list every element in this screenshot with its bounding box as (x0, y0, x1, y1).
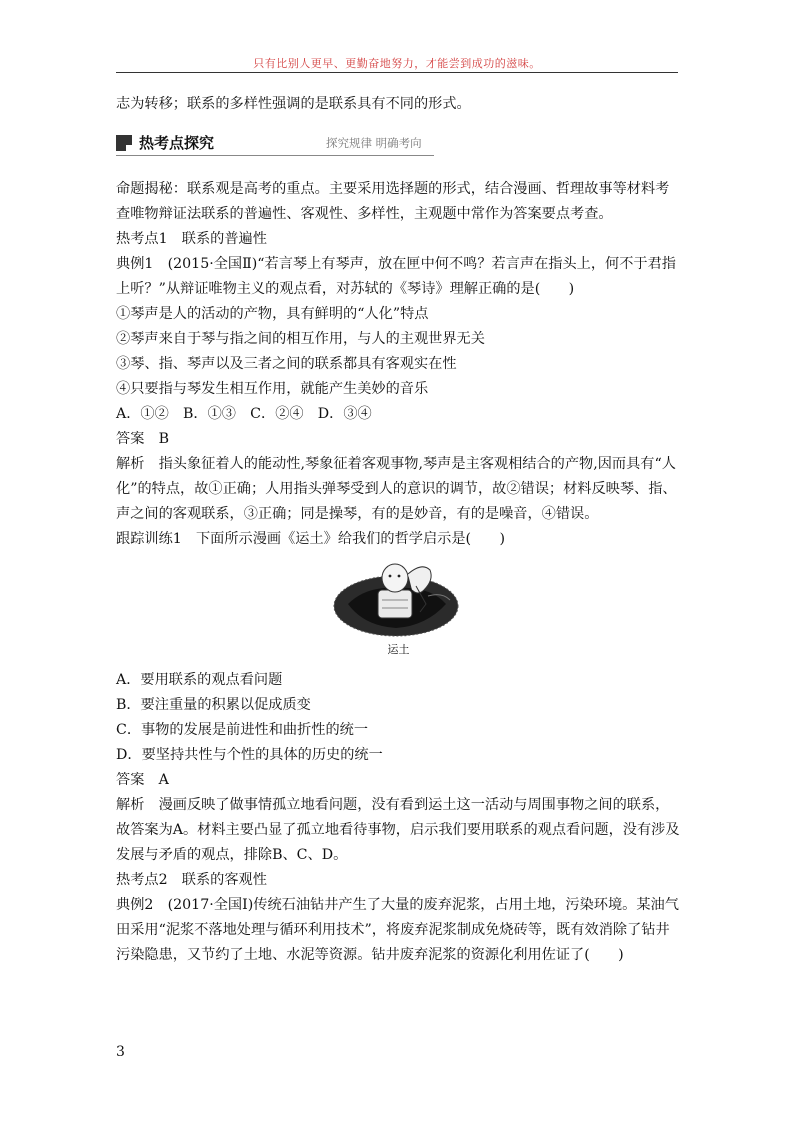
example1-choices: A．①② B．①③ C．②④ D．③④ (116, 406, 372, 422)
intro-paragraph: 命题揭秘：联系观是高考的重点。主要采用选择题的形式，结合漫画、哲理故事等材料考查唯物辩证法联系的普遍性、客观性、多样性，主观题中常作为答案要点考查。 (116, 181, 670, 222)
example1-option-1: ①琴声是人的活动的产物，具有鲜明的“人化”特点 (116, 306, 429, 322)
page-number: 3 (116, 1044, 125, 1060)
section-subtitle: 探究规律 明确考向 (326, 136, 422, 150)
continuation-text: 志为转移；联系的多样性强调的是联系具有不同的形式。 (116, 96, 471, 112)
training1-answer: 答案 A (116, 772, 169, 788)
hot1-title: 热考点1 联系的普遍性 (116, 231, 267, 247)
example1-option-4: ④只要指与琴发生相互作用，就能产生美妙的音乐 (116, 381, 429, 397)
cartoon-illustration (326, 556, 471, 642)
cartoon-figure (116, 556, 681, 662)
training1-analysis: 解析 漫画反映了做事情孤立地看问题，没有看到运土这一活动与周围事物之间的联系，故答案为A。材料主要凸显了孤立地看待事物，启示我们要用联系的观点看问题，没有涉及发展与矛盾的观点，排除B、C、D。 (116, 797, 680, 863)
cartoon-caption: 运土 (387, 643, 410, 656)
section-header (116, 131, 681, 157)
header-motto: 只有比别人更早、更勤奋地努力，才能尝到成功的滋味。 (253, 57, 541, 70)
example1-option-2: ②琴声来自于琴与指之间的相互作用，与人的主观世界无关 (116, 331, 485, 347)
page-content (116, 92, 681, 968)
example1-option-3: ③琴、指、琴声以及三者之间的联系都具有客观实在性 (116, 356, 457, 372)
training1-option-c: C．事物的发展是前进性和曲折性的统一 (116, 722, 369, 738)
section-title: 热考点探究 (139, 134, 215, 152)
example1-analysis: 解析 指头象征着人的能动性,琴象征着客观事物,琴声是主客观相结合的产物,因而具有“人化”的特点，故①正确；人用指头弹琴受到人的意识的调节，故②错误；材料反映琴、指、声之间的客观联系，③正确；同是操琴，有的是妙音，有的是噪音，④错误。 (116, 456, 677, 522)
training1-stem: 跟踪训练1 下面所示漫画《运土》给我们的哲学启示是( ) (116, 531, 505, 547)
header-divider (116, 72, 678, 73)
example2-stem: 典例2 (2017·全国Ⅰ)传统石油钻井产生了大量的废弃泥浆，占用土地，污染环境。某油气田采用“泥浆不落地处理与循环利用技术”，将废弃泥浆制成免烧砖等，既有效消除了钻井污染隐患，又节约了土地、水泥等资源。钻井废弃泥浆的资源化利用佐证了( ) (116, 897, 679, 963)
training1-option-b: B．要注重量的积累以促成质变 (116, 697, 311, 713)
example1-answer: 答案 B (116, 431, 169, 447)
section-square-icon (116, 135, 132, 151)
example1-stem: 典例1 (2015·全国Ⅱ)“若言琴上有琴声，放在匣中何不鸣？若言声在指头上，何不于君指上听？”从辩证唯物主义的观点看，对苏轼的《琴诗》理解正确的是( ) (116, 256, 676, 297)
section-divider (116, 155, 434, 156)
hot2-title: 热考点2 联系的客观性 (116, 872, 267, 888)
training1-option-a: A．要用联系的观点看问题 (116, 672, 283, 688)
training1-option-d: D．要坚持共性与个性的具体的历史的统一 (116, 747, 383, 763)
